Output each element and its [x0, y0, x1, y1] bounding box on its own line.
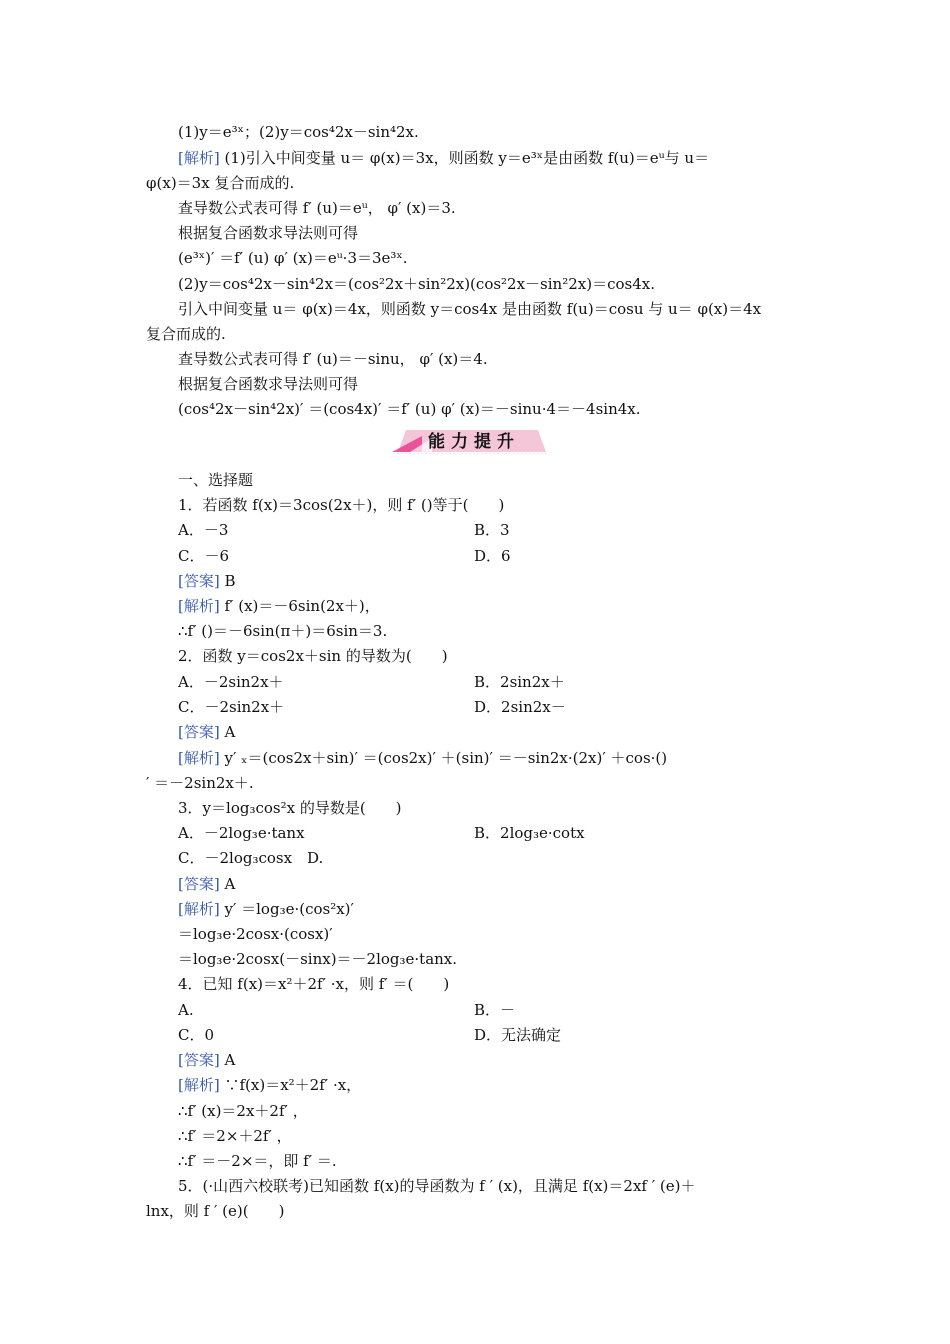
line-text: ∴f′ (x)＝2x＋2f′ ，	[178, 1102, 308, 1120]
line-text: y′ ＝log₃e·(cos²x)′	[219, 900, 354, 918]
line-tag: [答案]	[178, 875, 220, 893]
line-text: (e³ˣ)′ ＝f′ (u) φ′ (x)＝eᵘ·3＝3e³ˣ.	[178, 249, 408, 267]
text-line	[474, 1000, 515, 1020]
text-line	[474, 520, 510, 540]
line-text: ∴f′ ＝2×＋2f′ ，	[178, 1127, 292, 1145]
line-text: A	[219, 723, 236, 741]
text-line	[178, 748, 667, 768]
line-text: C．－6	[178, 547, 230, 565]
text-line	[178, 248, 408, 268]
line-text: 3．y＝log₃cos²x 的导数是( )	[178, 799, 402, 817]
banner-title: 能力提升	[428, 432, 520, 452]
text-line	[178, 1025, 214, 1045]
line-text: 根据复合函数求导法则可得	[178, 224, 359, 242]
line-text: f′ (x)＝－6sin(2x＋)，	[219, 597, 380, 615]
text-line	[178, 823, 305, 843]
text-line	[146, 773, 254, 793]
line-tag: [答案]	[178, 723, 220, 741]
line-text: B．2sin2x＋	[474, 673, 565, 691]
text-line	[178, 349, 488, 369]
line-text: A．－3	[178, 521, 229, 539]
text-line	[178, 223, 358, 243]
text-line	[178, 546, 229, 566]
text-line	[178, 470, 253, 490]
line-text: B	[219, 572, 236, 590]
text-line	[474, 672, 565, 692]
line-text: 根据复合函数求导法则可得	[178, 375, 359, 393]
text-line	[178, 148, 709, 168]
line-text: A．－2sin2x＋	[178, 673, 284, 691]
line-text: φ(x)＝3x 复合而成的.	[146, 174, 295, 192]
line-text: ′ ＝－2sin2x＋.	[146, 774, 254, 792]
text-line	[178, 621, 387, 641]
line-text: (1)y＝e³ˣ；(2)y＝cos⁴2x－sin⁴2x.	[178, 123, 419, 141]
text-line	[178, 949, 457, 969]
line-text: B．3	[474, 521, 510, 539]
line-text: ＝log₃e·2cosx·(cosx)′	[178, 925, 333, 943]
text-line	[474, 1025, 561, 1045]
text-line	[178, 672, 284, 692]
line-text: D．2sin2x－	[474, 698, 566, 716]
line-text: y′ ₓ＝(cos2x＋sin)′ ＝(cos2x)′ ＋(sin)′ ＝－sin2x·(2x)′ ＋cos·()	[219, 749, 668, 767]
line-tag: [解析]	[178, 597, 220, 615]
line-text: B．2log₃e·cotx	[474, 824, 585, 842]
line-text: D．无法确定	[474, 1026, 562, 1044]
line-text: B．－	[474, 1001, 516, 1019]
text-line	[178, 198, 456, 218]
line-text: ＝log₃e·2cosx(－sinx)＝－2log₃e·tanx.	[178, 950, 458, 968]
text-line	[178, 1000, 194, 1020]
text-line	[178, 722, 235, 742]
section-banner	[392, 428, 554, 456]
line-text: (1)引入中间变量 u＝ φ(x)＝3x，则函数 y＝e³ˣ是由函数 f(u)＝eᵘ与 u＝	[219, 149, 710, 167]
text-line	[178, 274, 655, 294]
text-line	[178, 924, 333, 944]
line-tag: [解析]	[178, 1076, 220, 1094]
text-line	[178, 399, 641, 419]
text-line	[178, 1075, 361, 1095]
line-text: ∴f′ ＝－2×＝，即 f′ ＝.	[178, 1152, 337, 1170]
line-text: 查导数公式表可得 f′ (u)＝－sinu， φ′ (x)＝4.	[178, 350, 488, 368]
line-text: C．－2log₃cosx D.	[178, 849, 324, 867]
line-text: lnx，则 f ′ (e)( )	[146, 1202, 285, 1220]
text-line	[178, 646, 448, 666]
text-line	[178, 1151, 337, 1171]
text-line	[178, 1050, 235, 1070]
line-text: A．－2log₃e·tanx	[178, 824, 305, 842]
text-line	[178, 697, 284, 717]
line-text: 引入中间变量 u＝ φ(x)＝4x，则函数 y＝cos4x 是由函数 f(u)＝cosu 与 u＝ φ(x)＝4x	[178, 300, 762, 318]
line-text: (2)y＝cos⁴2x－sin⁴2x＝(cos²2x＋sin²2x)(cos²2x－sin²2x)＝cos4x.	[178, 275, 655, 293]
line-text: ∴f′ ()＝－6sin(π＋)＝6sin＝3.	[178, 622, 388, 640]
text-line	[178, 1101, 308, 1121]
line-tag: [答案]	[178, 572, 220, 590]
text-line	[178, 974, 449, 994]
line-text: 4．已知 f(x)＝x²＋2f′ ·x，则 f′ ＝( )	[178, 975, 450, 993]
line-text: 5．(·山西六校联考)已知函数 f(x)的导函数为 f ′ (x)，且满足 f(x)＝2xf ′ (e)＋	[178, 1177, 696, 1195]
line-text: ∵f(x)＝x²＋2f′ ·x，	[219, 1076, 362, 1094]
text-line	[178, 374, 358, 394]
text-line	[474, 546, 511, 566]
text-line	[178, 798, 402, 818]
text-line	[474, 697, 566, 717]
text-line	[178, 874, 235, 894]
line-text: C．0	[178, 1026, 215, 1044]
line-text: 复合而成的.	[146, 325, 226, 343]
line-text: A	[219, 875, 236, 893]
line-tag: [解析]	[178, 900, 220, 918]
line-tag: [解析]	[178, 749, 220, 767]
line-tag: [解析]	[178, 149, 220, 167]
text-line	[178, 495, 504, 515]
text-line	[178, 1126, 292, 1146]
line-text: D．6	[474, 547, 511, 565]
text-line	[146, 324, 226, 344]
line-text: 2．函数 y＝cos2x＋sin 的导数为( )	[178, 647, 448, 665]
line-text: 一、选择题	[178, 471, 254, 489]
line-text: 1．若函数 f(x)＝3cos(2x＋)，则 f′ ()等于( )	[178, 496, 505, 514]
line-text: C．－2sin2x＋	[178, 698, 285, 716]
text-line	[178, 520, 228, 540]
line-text: A.	[178, 1001, 194, 1019]
text-line	[178, 596, 380, 616]
text-line	[146, 1201, 284, 1221]
line-text: 查导数公式表可得 f′ (u)＝eᵘ， φ′ (x)＝3.	[178, 199, 456, 217]
text-line	[178, 299, 761, 319]
line-text: (cos⁴2x－sin⁴2x)′ ＝(cos4x)′ ＝f′ (u) φ′ (x)＝－sinu·4＝－4sin4x.	[178, 400, 641, 418]
text-line	[178, 848, 323, 868]
line-tag: [答案]	[178, 1051, 220, 1069]
text-line	[178, 899, 354, 919]
text-line	[178, 571, 236, 591]
text-line	[146, 173, 294, 193]
text-line	[178, 122, 419, 142]
text-line	[474, 823, 585, 843]
line-text: A	[219, 1051, 236, 1069]
text-line	[178, 1176, 696, 1196]
